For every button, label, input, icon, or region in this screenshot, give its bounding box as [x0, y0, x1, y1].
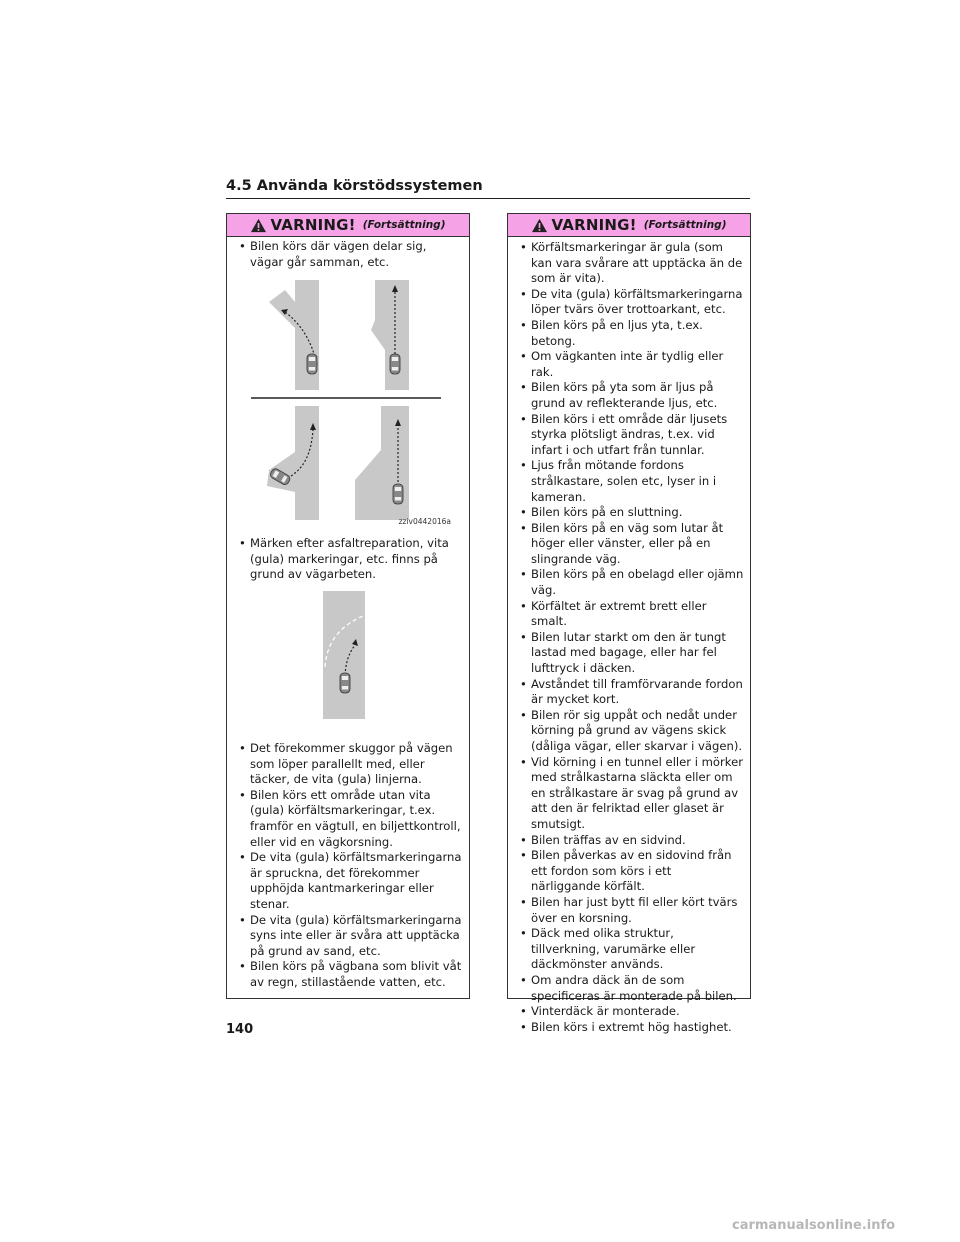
list-item: • Bilen körs ett område utan vita (gula) körfältsmarkeringar, t.ex. framför en vägtull, en biljettkontroll, eller vid en vägkorsning. — [239, 788, 463, 850]
list-item: • Däck med olika struktur, tillverkning, varumärke eller däckmönster används. — [520, 926, 744, 973]
list-item: • Bilen rör sig uppåt och nedåt under körning på grund av vägens skick (dåliga vägar, eller skarvar i vägen). — [520, 708, 744, 755]
watermark: carmanualsonline.info — [732, 1218, 896, 1233]
roadwork-marking-figure — [293, 591, 413, 727]
list-item: • Det förekommer skuggor på vägen som löper parallellt med, eller täcker, de vita (gula) linjerna. — [239, 741, 463, 788]
warning-word: VARNING! — [551, 216, 637, 234]
list-item: • Bilen körs på en obelagd eller ojämn väg. — [520, 567, 744, 598]
list-item: • Bilen lutar starkt om den är tungt lastad med bagage, eller har fel lufttryck i däcken. — [520, 630, 744, 677]
list-item: • De vita (gula) körfältsmarkeringarna löper tvärs över trottoarkant, etc. — [520, 287, 744, 318]
warning-box-right — [507, 213, 751, 1034]
list-item: • Bilen körs på yta som är ljus på grund av reflekterande ljus, etc. — [520, 380, 744, 411]
list-item: • Bilen körs i extremt hög hastighet. — [520, 1020, 744, 1036]
road-split-illustration — [251, 280, 453, 526]
bullet-list-c — [227, 741, 469, 991]
warning-header — [227, 214, 469, 237]
bullet-list-right — [508, 237, 750, 1035]
list-item: • Bilen körs där vägen delar sig, vägar går samman, etc. — [239, 239, 463, 270]
warning-triangle-icon — [531, 218, 548, 233]
list-item: • Bilen påverkas av en sidovind från ett fordon som körs i ett närliggande körfält. — [520, 848, 744, 895]
warning-continued: (Fortsättning) — [643, 219, 727, 231]
figure-code: zziv0442016a — [398, 517, 451, 527]
section-title: 4.5 Använda körstödssystemen — [226, 178, 750, 199]
list-item: • Bilen körs i ett område där ljusets styrka plötsligt ändras, t.ex. vid infart i och utfart från tunnlar. — [520, 412, 744, 459]
list-item: • Bilen körs på en ljus yta, t.ex. betong. — [520, 318, 744, 349]
list-item: • De vita (gula) körfältsmarkeringarna är spruckna, det förekommer upphöjda kantmarkeringar eller stenar. — [239, 850, 463, 912]
list-item: • Ljus från mötande fordons strålkastare, solen etc, lyser in i kameran. — [520, 458, 744, 505]
list-item: • Bilen körs på en väg som lutar åt höger eller vänster, eller på en slingrande väg. — [520, 521, 744, 568]
list-item: • Körfältet är extremt brett eller smalt. — [520, 599, 744, 630]
list-item: • Avståndet till framförvarande fordon är mycket kort. — [520, 677, 744, 708]
bullet-list-a — [227, 237, 469, 270]
list-item: • Om vägkanten inte är tydlig eller rak. — [520, 349, 744, 380]
road-split-figure — [251, 280, 453, 526]
warning-triangle-icon — [250, 218, 267, 233]
bullet-list-b — [227, 536, 469, 583]
list-item: • Om andra däck än de som specificeras är monterade på bilen. — [520, 973, 744, 1004]
list-item: • Märken efter asfaltreparation, vita (gula) markeringar, etc. finns på grund av vägarbeten. — [239, 536, 463, 583]
list-item: • Vid körning i en tunnel eller i mörker med strålkastarna släckta eller om en strålkastare är svag på grund av att den är felriktad eller glaset är smutsigt. — [520, 755, 744, 833]
list-item: • Körfältsmarkeringar är gula (som kan vara svårare att upptäcka än de som är vita). — [520, 240, 744, 287]
warning-header — [508, 214, 750, 237]
warning-word: VARNING! — [270, 216, 356, 234]
list-item: • Bilen körs på en sluttning. — [520, 505, 744, 521]
list-item: • Bilen har just bytt fil eller kört tvärs över en korsning. — [520, 895, 744, 926]
page-number: 140 — [226, 1022, 254, 1037]
list-item: • Bilen träffas av en sidvind. — [520, 833, 744, 849]
list-item: • Bilen körs på vägbana som blivit våt av regn, stillastående vatten, etc. — [239, 959, 463, 990]
list-item: • De vita (gula) körfältsmarkeringarna syns inte eller är svåra att upptäcka på grund av sand, etc. — [239, 913, 463, 960]
list-item: • Vinterdäck är monterade. — [520, 1004, 744, 1020]
warning-box-left — [226, 213, 470, 999]
roadwork-illustration — [293, 591, 413, 727]
warning-continued: (Fortsättning) — [362, 219, 446, 231]
